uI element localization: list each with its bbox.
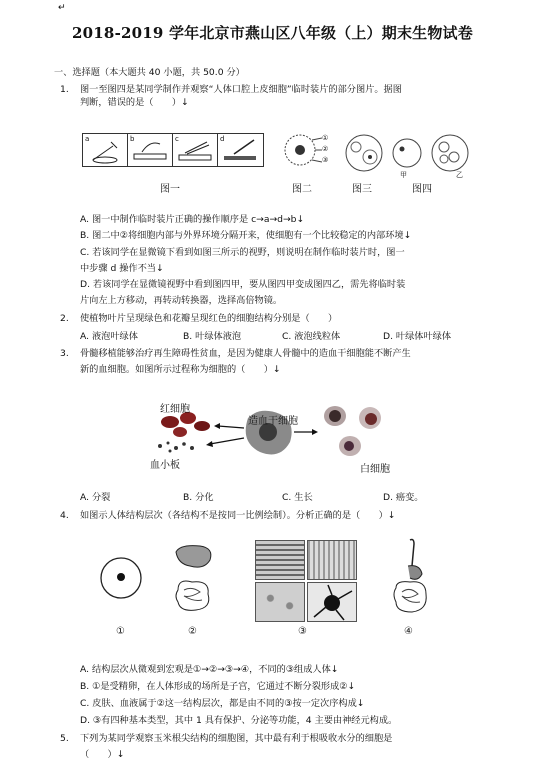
q4-mark-2: ② [188, 626, 197, 637]
q1-figure-3-field [344, 133, 384, 173]
q4-option-a: A. 结构层次从微观到宏观是①→②→③→④，不同的③组成人体↓ [80, 664, 339, 675]
q1-option-b: B. 图二中②将细胞内部与外界环境分隔开来，使细胞有一个比较稳定的内部环境↓ [80, 230, 412, 241]
connective-tissue [255, 582, 305, 622]
q4-mark-1: ① [116, 626, 125, 637]
q4-mark-4: ④ [404, 626, 413, 637]
fig4-mark-yi: 乙 [456, 171, 463, 179]
q3-stem-line1: 骨髓移植能够治疗再生障碍性贫血，是因为健康人骨髓中的造血干细胞能不断产生 [80, 348, 411, 359]
q1-option-c-line1: C. 若该同学在显微镜下看到如图三所示的视野，则说明在制作临时装片时，图一 [80, 247, 405, 258]
q4-option-c: C. 皮肤、血液属于②这一结构层次，都是由不同的③按一定次序构成↓ [80, 698, 365, 709]
fig4-mark-jia: 甲 [400, 171, 407, 179]
q2-stem: 使植物叶片呈现绿色和花瓣呈现红色的细胞结构分别是（ ） [80, 313, 338, 324]
q4-fig-tissues [255, 540, 355, 620]
hand-slide-icon [128, 134, 172, 166]
fig1-step-b: b [128, 134, 173, 166]
q3-stem-line2: 新的血细胞。如图所示过程称为细胞的（ ）↓ [80, 364, 281, 375]
fig4-caption: 图四 [412, 184, 432, 195]
q5-stem-line1: 下列为某同学观察玉米根尖结构的细胞图，其中最有利于根吸收水分的细胞是 [80, 733, 393, 744]
corner-mark: ↵ [58, 2, 66, 13]
q4-fig-digestive-system [388, 536, 434, 624]
q3-option-a: A. 分裂 [80, 492, 111, 503]
nerve-tissue [307, 582, 357, 622]
q4-option-d: D. ③有四种基本类型，其中 1 具有保护、分泌等功能，4 主要由神经元构成。 [80, 715, 398, 726]
q3-label-platelet: 血小板 [150, 460, 180, 471]
q1-figure-1 [82, 133, 264, 167]
section-heading: 一、选择题（本大题共 40 小题，共 50.0 分） [54, 67, 245, 78]
q1-stem-line1: 图一至图四是某同学制作并观察“人体口腔上皮细胞”临时装片的部分图片。据图 [80, 84, 402, 95]
q5-stem-line2: （ ）↓ [80, 749, 125, 760]
q1-stem-line2: 判断，错误的是（ ）↓ [80, 97, 189, 108]
fig1-caption: 图一 [160, 184, 180, 195]
q1-figure-4-fields [392, 133, 472, 173]
q1-option-c-line2: 中步骤 d 操作不当↓ [80, 263, 164, 274]
q2-number: 2. [60, 313, 69, 324]
q4-stem: 如图示人体结构层次（各结构不是按同一比例绘制）。分析正确的是（ ）↓ [80, 510, 396, 521]
coverslip-icon [218, 134, 263, 166]
q4-option-b: B. ①是受精卵，在人体形成的场所是子宫，它通过不断分裂形成②↓ [80, 681, 356, 692]
q4-fig-organs [170, 542, 220, 620]
fig2-mark-1: ① [322, 134, 329, 142]
fig3-caption: 图三 [352, 184, 372, 195]
q2-option-a: A. 液泡叶绿体 [80, 331, 138, 342]
forceps-icon [173, 134, 217, 166]
epithelial-tissue [255, 540, 305, 580]
q5-number: 5. [60, 733, 69, 744]
dropper-icon [83, 134, 127, 166]
q2-option-c: C. 液泡线粒体 [282, 331, 341, 342]
q1-option-a: A. 图一中制作临时装片正确的操作顺序是 c→a→d→b↓ [80, 214, 305, 225]
q2-option-d: D. 叶绿体叶绿体 [383, 331, 452, 342]
q1-option-d-line1: D. 若该同学在显微镜视野中看到图四甲，要从图四甲变成图四乙，需先将临时装 [80, 279, 406, 290]
q3-number: 3. [60, 348, 69, 359]
page-title: 2018-2019 学年北京市燕山区八年级（上）期末生物试卷 [72, 24, 473, 42]
fig1-step-a: a [83, 134, 128, 166]
q4-mark-3: ③ [298, 626, 307, 637]
q4-fig-cell [98, 555, 144, 601]
q4-number: 4. [60, 510, 69, 521]
q3-option-c: C. 生长 [282, 492, 313, 503]
q1-option-d-line2: 片向左上方移动，再转动转换器，选择高倍物镜。 [80, 295, 283, 306]
q3-label-white-cell: 白细胞 [360, 464, 390, 475]
fig2-mark-2: ② [322, 145, 329, 153]
q1-number: 1. [60, 84, 69, 95]
fig2-mark-3: ③ [322, 156, 329, 164]
q3-option-b: B. 分化 [183, 492, 214, 503]
q3-option-d: D. 癌变。 [383, 492, 424, 503]
muscle-tissue [307, 540, 357, 580]
q2-option-b: B. 叶绿体液泡 [183, 331, 242, 342]
q3-label-red-cell: 红细胞 [160, 404, 190, 415]
fig1-step-d: d [218, 134, 263, 166]
fig2-caption: 图二 [292, 184, 312, 195]
q3-label-stem-cell: 造血干细胞 [248, 416, 298, 427]
fig1-step-c: c [173, 134, 218, 166]
